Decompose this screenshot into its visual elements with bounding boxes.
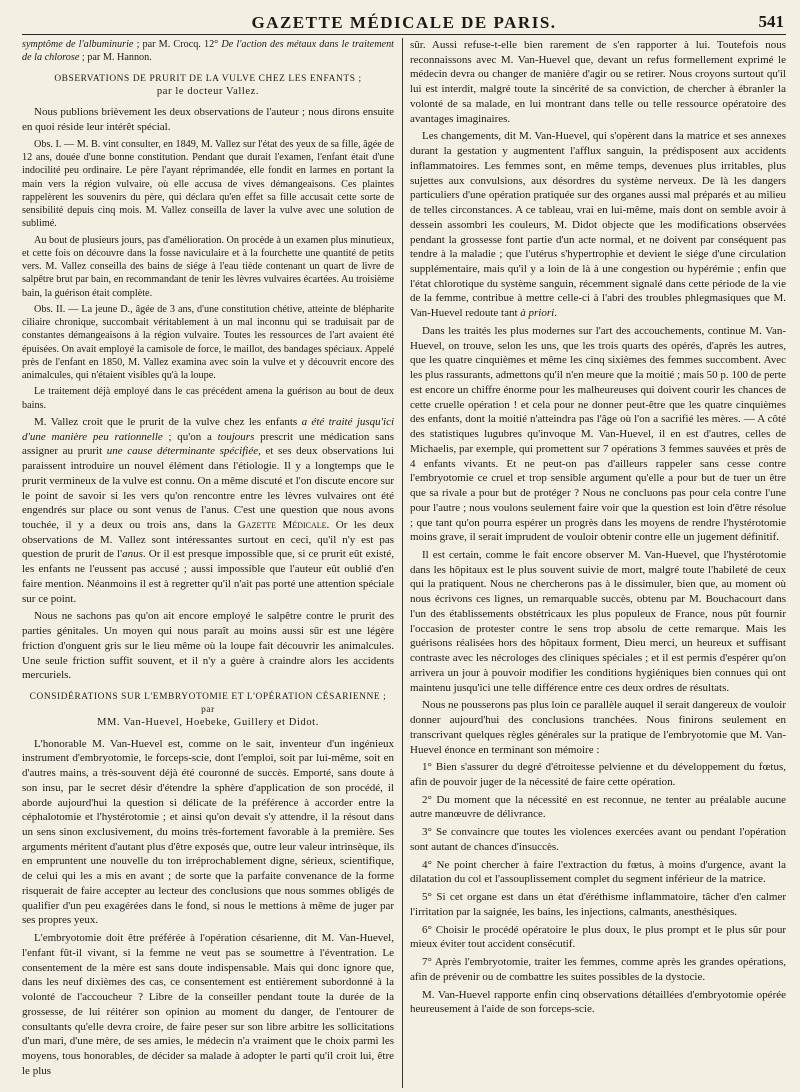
paragraph: Les changements, dit M. Van-Huevel, qui s'opèrent dans la matrice et ses annexes durant la gestation y augmentent l'afflux sanguin, la prédisposent aux accidents inflammatoires. Les femmes sont, en même temps, devenues plus irritables, plus sujettes aux convulsions, aux désordres du système nerveux. De là les dangers particuliers d'une opération pratiquée sur des organes aussi mal préparés et au milieu de telles circonstances. A ce tableau, vrai en lui-même, mais dont on semble avoir à dessein assombri les couleurs, M. Didot objecte que les modifications observées pendant la grossesse font partie d'un acte normal, et ne doivent par conséquent pas tendre à la maladie ; que l'utérus s'hypertrophie et devient le siége d'une circulation supplémentaire, mais qu'il y a loin de là à une congestion ou hypérémie ; enfin que l'état chlorotique du système sanguin, récemment signalé dans cette période de la vie de la femme, contribue à mettre celle-ci à l'abri des troubles phlegmasiques que M. Van-Huevel redoute tant à priori. xyxy=(410,130,786,320)
text-run: . Or les deux observations de M. Vallez sont intéressantes surtout en ceci, qu'il n'y est pas question de prurit de l' xyxy=(22,518,394,561)
paragraph: Dans les traités les plus modernes sur l'art des accouchements, continue M. Van-Huevel, on trouve, selon les uns, que les trois quarts des opérés, d'après les autres, que les quatre cinquièmes et même les cinq sixièmes des femmes succombent. Avec les plus rassurants, admettons qu'il n'en meure que la moitié ; mais 50 p. 100 de perte est encore un chiffre énorme pour les malheureuses qui doivent courir les chances de cette cruelle opération ! et cela pour ne donner peut-être que les quatre cinquièmes des enfants, dont la moitié n'atteindra pas l'âge où l'on a sacrifié les mères. — A côté des statistiques lugubres qu'invoque M. Van-Huevel, il en est d'autres, celles de Michaelis, par exemple, qui promettent sur 7 opérations 3 femmes sauvées et près de 4 enfants vivants. Et ne peut-on pas d'ailleurs rappeler sans cesse contre l'embryotomie ce cruel et trop sensible argument qu'elle a pour but de tuer un être que sa rivale a pour but de protéger ? Nous ne concluons pas pour cela contre l'une pour l'autre ; nous voulons seulement faire voir que la question est loin d'être résolue ; que tant qu'on pourra espérer un progrès dans les moyens de rendre l'hystérotomie moins grave, il serait imprudent de vouloir obtenir contre elle un jugement définitif. xyxy=(410,324,786,544)
heading-authors: MM. Van-Huevel, Hoebeke, Guillery et Didot. xyxy=(97,717,319,729)
intro-text-1: ; par M. Crocq. 12° xyxy=(133,39,222,50)
emphasis: une cause déterminante spécifiée xyxy=(106,445,259,458)
intro-title-2: De l'action des métaux dans le traitement de la chlorose xyxy=(22,39,394,64)
text-run: M. Vallez croit que le prurit de la vulve chez les enfants xyxy=(34,415,302,428)
right-column xyxy=(410,38,786,1088)
journal-name: Gazette Médicale xyxy=(237,518,327,531)
heading-author: par le docteur Vallez. xyxy=(156,86,260,98)
paragraph: L'honorable M. Van-Huevel est, comme on le sait, inventeur d'un ingénieux instrument d'embryotomie, le forceps-scie, dont l'emploi, soit par lui-même, soit en d'autres mains, a très-souvent déjà été couronné de succès. Emporté, sans doute à son insu, par le secret désir d'étendre la sphère d'application de son procédé, il aborde aujourd'hui la question si délicate de la préférence à accorder entre la céphalotomie et l'hystérotomie ; et ainsi qu'on devait s'y attendre, il la résout dans un sens sinon exclusivement, du moins très-fortement favorable à la première. Ses arguments méritent d'autant plus d'être exposés que, outre leur valeur intrinsèque, ils en empruntent une nouvelle du ton irréprochablement digne, sérieux, scientifique, de celui qui les a mis en avant ; de sorte que la parfaite convenance de la forme risquerait de faire accepter au lecteur des conclusions que nous sommes obligés de qualifier d'un peu exagérées dans le fond, si nous le mettions à même de juger par ses propres yeux. xyxy=(22,737,394,927)
rule-7: 7° Après l'embryotomie, traiter les femmes, comme après les grandes opérations, afin de prévenir ou de combattre les suites possibles de la dystocie. xyxy=(410,956,786,983)
heading-line: CONSIDÉRATIONS SUR L'EMBRYOTOMIE ET L'OPÉRATION CÉSARIENNE ; par xyxy=(29,692,387,715)
intro-paragraph xyxy=(22,38,394,65)
intro-title-1: symptôme de l'albuminurie xyxy=(22,39,134,50)
article-heading-embryotomy xyxy=(22,691,394,731)
running-title: GAZETTE MÉDICALE DE PARIS. xyxy=(251,13,557,32)
rule-6: 6° Choisir le procédé opératoire le plus doux, le plus prompt et le plus sûr pour mieux éviter tout accident consécutif. xyxy=(410,923,786,951)
paragraph: sûr. Aussi refuse-t-elle bien rarement de s'en rapporter à lui. Toutefois nous reconnaissons avec M. Van-Huevel que, devant un refus formellement exprimé le médecin devra ou changer de manière d'agir ou se retirer. Nous croyons surtout qu'il lui est interdit, malgré toute la sincérité de sa conviction, de chercher à ébranler la volonté de sa malade, en lui montrant dans telle ou telle ressource opératoire des avantages imaginaires. xyxy=(410,39,786,125)
text-run: ; qu'on a xyxy=(162,430,218,443)
text-run: , et ses deux observations lui paraissent introduire un nouvel élément dans l'étiologie. Il y a longtemps que le prurit vermineux de la vulve est connu. On a même discuté et l'on discute encore sur le point de savoir si les vers qu'on rencontre entre les lèvres vulvaires ont été engendrés sur place ou sont venus de l'anus. C'est une question que nous avons touchée, il y a deux ou trois ans, dans la xyxy=(22,445,394,531)
paragraph: Nous publions brièvement les deux observations de l'auteur ; nous dirons ensuite en quoi réside leur intérêt spécial. xyxy=(22,106,394,134)
observation-2: Obs. II. — La jeune D., âgée de 3 ans, d'une constitution chétive, atteinte de blépharite ciliaire chronique, succombait véritablement à un mal inconnu qui se traduisait par de constantes démangeaisons à la région vulvaire. Toutes les ressources de l'art avaient été épuisées. On avait employé la camisole de force, le maillot, des bandages spéciaux. Appelé près de l'enfant en 1850, M. Vallez examina avec soin la vulve et y découvrit encore des animalcules, qui n'étaient visibles qu'à la loupe. xyxy=(22,303,394,382)
emphasis: a été traité jusqu'ici d'une manière peu rationnelle xyxy=(22,415,394,443)
paragraph: Nous ne pousserons pas plus loin ce parallèle auquel il serait dangereux de vouloir donner aujourd'hui des conclusions tranchées. Nous finirons seulement en transcrivant quelques règles générales sur la pratique de l'embryotomie que M. Van-Huevel énonce en terminant son mémoire : xyxy=(410,699,786,756)
observation-1-continued: Au bout de plusieurs jours, pas d'amélioration. On procède à un examen plus minutieux, et cette fois on découvre dans la fosse naviculaire et à la fourchette une quantité de petits vers. M. Vallez conseilla des bains de siége à l'eau tiède contenant un quart de livre de salpêtre brut par bain, en recommandant de tenir les lèvres vulvaires écartées. Au troisième bain, la guérison était complète. xyxy=(22,234,394,299)
text-run: prescrit une médication sans assigner au prurit xyxy=(22,430,394,458)
page-header xyxy=(22,4,786,35)
paragraph: Il est certain, comme le fait encore observer M. Van-Huevel, que l'hystérotomie dans les hôpitaux est le plus souvent suivie de mort, malgré toute l'habileté de ceux qui la pratiquent. Nous ne chercherons pas à le dissimuler, bien que, au moment où nous écrivons ces lignes, un remarquable succès, obtenu par M. Bouchacourt dans l'un des établissements obstétricaux les plus populeux de France, nous pût fournir l'occasion de protester contre le sens trop absolu de cette remarque. Mais les guérisons réalisées hors des hôpitaux forment, Dieu merci, un heureux et suffisant contraste avec les nécrologes des cliniques spéciales ; et il est permis d'espérer qu'on arrivera un jour à pouvoir modifier les conditions hygiéniques bien connues qui ont maintenu jusqu'ici une telle différence entre ces deux ordres de résultats. xyxy=(410,548,786,694)
rule-3: 3° Se convaincre que toutes les violences exercées avant ou pendant l'opération sont autant de chances d'insuccès. xyxy=(410,826,786,853)
text-columns xyxy=(22,38,786,1088)
heading-line: OBSERVATIONS DE PRURIT DE LA VULVE CHEZ LES ENFANTS ; xyxy=(54,73,362,84)
rule-2: 2° Du moment que la nécessité en est reconnue, ne tenter au préalable aucune autre manœuvre de délivrance. xyxy=(410,793,786,821)
emphasis: à priori xyxy=(520,307,555,320)
paragraph: Nous ne sachons pas qu'on ait encore employé le salpêtre contre le prurit des parties génitales. Un moyen qui nous paraît au moins aussi sûr est une légère friction d'onguent gris sur le lieu même où la loupe fait découvrir les animalcules. Une seule friction suffit souvent, et il n'y a guère à craindre alors les accidents mercuriels. xyxy=(22,610,394,682)
rule-5: 5° Si cet organe est dans un état d'éréthisme inflammatoire, tâcher d'en calmer l'irritation par la saignée, les bains, les injections, calmants, anesthésiques. xyxy=(410,891,786,918)
article-heading-pruritus xyxy=(22,73,394,100)
column-divider xyxy=(402,38,403,1088)
emphasis: toujours xyxy=(217,430,255,443)
emphasis: anus xyxy=(122,548,143,561)
intro-text-2: ; par M. Hannon. xyxy=(79,52,152,64)
rule-1: 1° Bien s'assurer du degré d'étroitesse pelvienne et du développement du fœtus, afin de pouvoir juger de la nécessité de faire cette opération. xyxy=(410,761,786,788)
rule-4: 4° Ne point chercher à faire l'extraction du fœtus, à moins d'urgence, avant la dilatation du col et l'assouplissement complet du segment inférieur de la matrice. xyxy=(410,858,786,886)
text-run: . Or il est presque impossible que, si ce prurit eût existé, les enfants ne l'eussent pas accusé ; aussi impossible que l'auteur eût oublié d'en faire mention. Néanmoins il est à regretter qu'il n'ait pas porté une attention spéciale sur ce point. xyxy=(22,548,394,605)
paragraph xyxy=(22,415,394,607)
observation-1: Obs. I. — M. B. vint consulter, en 1849, M. Vallez sur l'état des yeux de sa fille, âgée de 12 ans, douée d'une bonne constitution. Pendant que durait l'examen, l'enfant était d'une indocilité peu ordinaire. Le père l'ayant réprimandée, elle fondit en larmes en portant la main vers la région vulvaire, où elle accusa de vives démangeaisons. Ces plaintes rappelèrent les souvenirs du père, qui déclara qu'en effet sa fille accusait cette sorte de sensibilité depuis cinq mois. M. Vallez conseilla de laver la vulve avec une solution de sublimé. xyxy=(22,138,394,230)
left-column xyxy=(22,38,394,1088)
paragraph: L'embryotomie doit être préférée à l'opération césarienne, dit M. Van-Huevel, l'enfant fût-il vivant, si la femme ne veut pas se soumettre à l'éventration. Le consentement de la mère est sans doute indispensable. Mais qui donc ignore que, dans les neuf dixièmes des cas, ce consentement est entièrement subordonné à la volonté de l'accoucheur ? Libre de la conseiller pendant toute la durée de la grossesse, de lui réitérer son opinion au moment du danger, de l'entourer de consultants qu'elle devra croire, de faire peser sur son libre arbitre les sollicitations d'un mari, d'une mère, de ses amies, le médecin n'a vraiment que le choix parmi les moyens, tous honorables, de décider sa malade à adopter le parti qu'il croit lui, être le plus xyxy=(22,932,394,1077)
page-number: 541 xyxy=(758,12,784,31)
text-run: Les changements, dit M. Van-Huevel, qui s'opèrent dans la matrice et ses annexes durant la gestation y augmentent l'afflux sanguin, la prédisposent aux accidents inflammatoires. Les femmes sont, en même temps, devenues plus irritables, plus sujettes aux convulsions, aux désordres du système nerveux. De là les dangers particuliers d'une opération pratiquée sur des organes aussi mal préparés et au milieu de telles circonstances. A ce tableau, vrai en lui-même, mais dont on semble avoir à dessein assombri les couleurs, M. Didot objecte que les modifications observées pendant la grossesse font partie d'un acte normal, et ne doivent par conséquent pas tendre à la maladie ; que l'utérus s'hypertrophie et devient le siége d'une circulation supplémentaire, mais qu'il y a loin de là à une congestion ou hypérémie ; enfin que l'état chlorotique du système sanguin, récemment signalé dans cette période de la vie de la femme, contribue à mettre celle-ci à l'abri des troubles phlegmasiques que M. Van-Huevel redoute tant xyxy=(410,130,786,320)
observation-2-continued: Le traitement déjà employé dans le cas précédent amena la guérison au bout de deux bains. xyxy=(22,386,394,411)
paragraph: M. Van-Huevel rapporte enfin cinq observations détaillées d'embryotomie opérée heureusement à l'aide de son forceps-scie. xyxy=(410,988,786,1016)
